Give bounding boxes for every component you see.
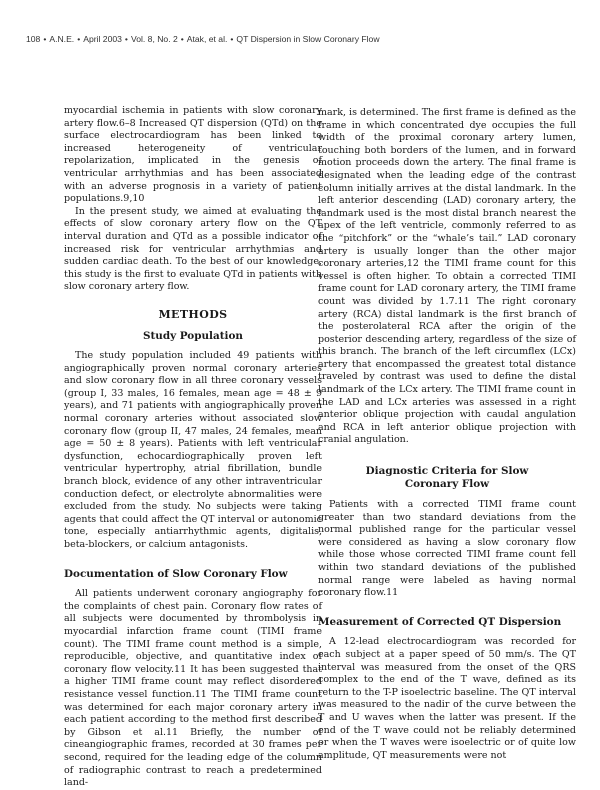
paragraph: In the present study, we aimed at evaluating the effects of slow coronary artery flow on the QT interval duration and QTd as a possible indicator of increased risk for ventricular arrhythmias and sudden cardiac death. To the best of our knowledge, this study is the first to evaluate QTd in patients with slow coronary artery flow. bbox=[64, 205, 322, 293]
paragraph: A 12-lead electrocardiogram was recorded for each subject at a paper speed of 50 mm/s. The QT interval was measured from the onset of the QRS complex to the end of the T wave, defined as its return to the T-P isoelectric baseline. The QT interval was measured to the nadir of the curve between the T and U waves when the latter was present. If the end of the T wave could not be reliably determined or when the T waves were isoelectric or of quite low amplitude, QT measurements were not bbox=[318, 636, 576, 761]
subheading-study-population: Study Population bbox=[143, 329, 243, 342]
paragraph: All patients underwent coronary angiography for the complaints of chest pain. Coronary flow rates of all subjects were documented by thrombolysis in myocardial infarction frame count (TIMI frame count). The TIMI frame count method is a simple, reproducible, objective, and quantitative index of coronary flow velocity.11 It has been suggested that a higher TIMI frame count may reflect disordered resistance vessel function.11 The TIMI frame count was determined for each major coronary artery in each patient according to the method first described by Gibson et al.11 Briefly, the number of cineangiographic frames, recorded at 30 frames per second, required for the leading edge of the column of radiographic contrast to reach a predetermined land- bbox=[64, 588, 322, 789]
subheading-line: Diagnostic Criteria for Slow bbox=[365, 465, 529, 478]
authors: Atak, et al. bbox=[186, 34, 228, 44]
subheading-line: Coronary Flow bbox=[404, 478, 490, 491]
paragraph: mark, is determined. The first frame is defined as the frame in which concentrated dye occupies the full width of the proximal coronary artery lumen, touching both borders of the lumen, and in forward motion proceeds down the artery. The final frame is designated when the leading edge of the contrast column initially arrives at the distal landmark. In the left anterior descending (LAD) coronary artery, the landmark used is the most distal branch nearest the apex of the left ventricle, commonly referred to as the “pitchfork” or the “whale’s tail.” LAD coronary artery is usually longer than the other major coronary arteries,12 the TIMI frame count for this vessel is often higher. To obtain a corrected TIMI frame count for LAD coronary artery, the TIMI frame count was divided by 1.7.11 The right coronary artery (RCA) distal landmark is the first branch of the posterolateral RCA after the origin of the posterior descending artery, regardless of the size of this branch. The branch of the left circumflex (LCx) artery that encompassed the greatest total distance traveled by contrast was used to define the distal landmark of the LCx artery. The TIMI frame count in the LAD and LCx arteries was assessed in a right anterior oblique projection with caudal angulation and RCA in left anterior oblique projection with cranial angulation. bbox=[318, 107, 576, 446]
issue-date: April 2003 bbox=[83, 34, 122, 44]
journal-name: A.N.E. bbox=[49, 34, 75, 44]
left-column bbox=[64, 105, 322, 790]
paragraph: myocardial ischemia in patients with slow coronary artery flow.6–8 Increased QT dispersion (QTd) on the surface electrocardiogram has been linked to increased heterogeneity of ventricular repolarization, implicated in the genesis of ventricular arrhythmias and has been associated with an adverse prognosis in a variety of patient populations.9,10 bbox=[64, 105, 322, 205]
subheading-documentation: Documentation of Slow Coronary Flow bbox=[64, 567, 288, 580]
subheading-measurement: Measurement of Corrected QT Dispersion bbox=[318, 615, 562, 628]
paragraph: Patients with a corrected TIMI frame count greater than two standard deviations from the normal published range for the particular vessel were considered as having a slow coronary flow while those whose corrected TIMI frame count fell within two standard deviations of the published normal range were labeled as having normal coronary flow.11 bbox=[318, 499, 576, 599]
subheading-diagnostic-criteria bbox=[318, 465, 576, 491]
page-number: 108 bbox=[26, 34, 41, 44]
article-title: QT Dispersion in Slow Coronary Flow bbox=[236, 34, 380, 44]
section-heading-methods: METHODS bbox=[158, 307, 228, 321]
paragraph: The study population included 49 patients with angiographically proven normal coronary arteries and slow coronary flow in all three coronary vessels (group I, 33 males, 16 females, mean age = 48 ± 9 years), and 71 patients with angiographically proven normal coronary arteries without associated slow coronary flow (group II, 47 males, 24 females, mean age = 50 ± 8 years). Patients with left ventricular dysfunction, echocardiographically proven left ventricular hypertrophy, atrial fibrillation, bundle branch block, evidence of any other intraventricular conduction defect, or electrolyte abnormalities were excluded from the study. No subjects were taking agents that could affect the QT interval or autonomic tone, especially antiarrhythmic agents, digitalis, beta-blockers, or calcium antagonists. bbox=[64, 350, 322, 550]
volume-issue: Vol. 8, No. 2 bbox=[130, 34, 178, 44]
right-column bbox=[318, 107, 576, 762]
running-head: 108 • A.N.E. • April 2003 • Vol. 8, No. 2 • Atak, et al. • QT Dispersion in Slow Coronary Flow bbox=[26, 34, 380, 44]
